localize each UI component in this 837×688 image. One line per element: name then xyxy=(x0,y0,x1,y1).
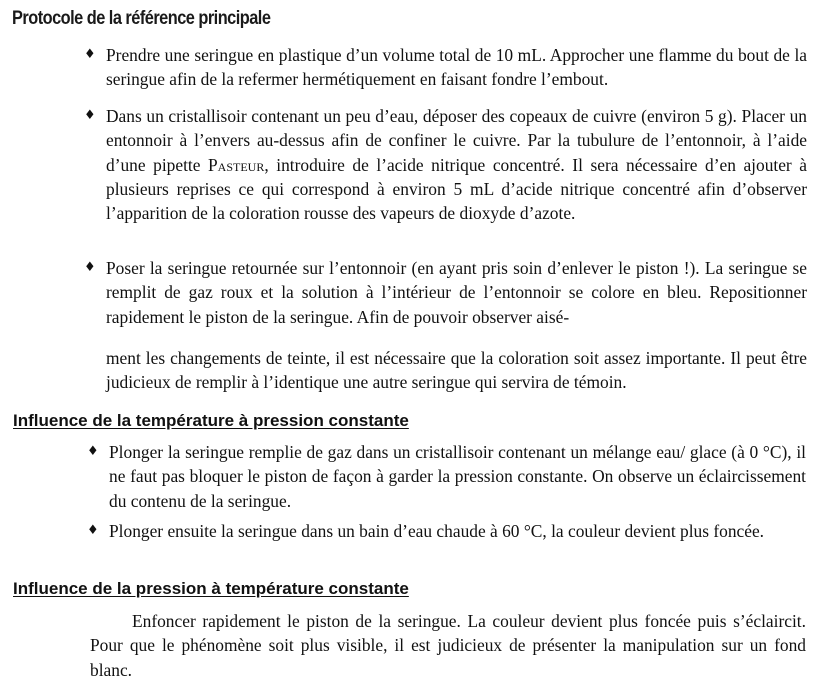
section-title-pression: Influence de la pression à température constante xyxy=(13,579,409,598)
diamond-bullet-icon: ♦ xyxy=(87,523,99,538)
section-title-protocole: Protocole de la référence principale xyxy=(12,8,271,29)
list-item xyxy=(84,43,807,92)
list-item-text: Poser la seringue retournée sur l’entonnoir (en ayant pris soin d’enlever le piston !). La seringue se remplit de gaz roux et la solution à l’intérieur de l’entonnoir se colore en bleu. Repositionner rapidement le piston de la seringue. Afin de pouvoir observer aisé- xyxy=(106,258,807,327)
diamond-bullet-icon: ♦ xyxy=(84,260,96,275)
list-item-text: Plonger la seringue remplie de gaz dans un cristallisoir contenant un mélange eau/ glace (à 0 °C), il ne faut pas bloquer le piston de façon à garder la pression constante. On observe un éclaircissement du contenu de la seringue. xyxy=(109,442,806,511)
list-item-text: Plonger ensuite la seringue dans un bain d’eau chaude à 60 °C, la couleur devient plus foncée. xyxy=(109,521,765,541)
list-item-text: Dans un cristallisoir contenant un peu d’eau, déposer des copeaux de cuivre (environ 5 g). Placer un entonnoir à l’envers au-dessus afin de confiner le cuivre. Par la tubulure de l’entonnoir, à l’aide d’une pipette xyxy=(106,106,807,175)
section-title-temperature: Influence de la température à pression constante xyxy=(13,411,409,430)
list-item-continuation: ment les changements de teinte, il est nécessaire que la coloration soit assez importante. Il peut être judicieux de remplir à l’identique une autre seringue qui servira de témoin. xyxy=(106,348,807,393)
list-item xyxy=(87,519,806,543)
diamond-bullet-icon: ♦ xyxy=(87,444,99,459)
diamond-bullet-icon: ♦ xyxy=(84,47,96,62)
list-item-name-pasteur: Pasteur xyxy=(208,154,265,175)
list-item-text: , introduire de l’acide nitrique concentré. Il sera nécessaire d’en ajouter à plusieurs reprises ce qui correspond à environ 5 mL d’acide nitrique concentré afin d’observer l’apparition de la coloration rousse des vapeurs de dioxyde d’azote. xyxy=(106,154,807,224)
list-item xyxy=(84,256,807,329)
list-item xyxy=(84,104,807,225)
paragraph: Enfoncer rapidement le piston de la seringue. La couleur devient plus foncée puis s’éclaircit. Pour que le phénomène soit plus visible, il est judicieux de présenter la manipulation sur un fond blanc. xyxy=(90,611,806,680)
list-item-text: Prendre une seringue en plastique d’un volume total de 10 mL. Approcher une flamme du bout de la seringue afin de la refermer hermétiquement en faisant fondre l’embout. xyxy=(106,45,807,90)
diamond-bullet-icon: ♦ xyxy=(84,108,96,123)
list-item xyxy=(87,440,806,513)
